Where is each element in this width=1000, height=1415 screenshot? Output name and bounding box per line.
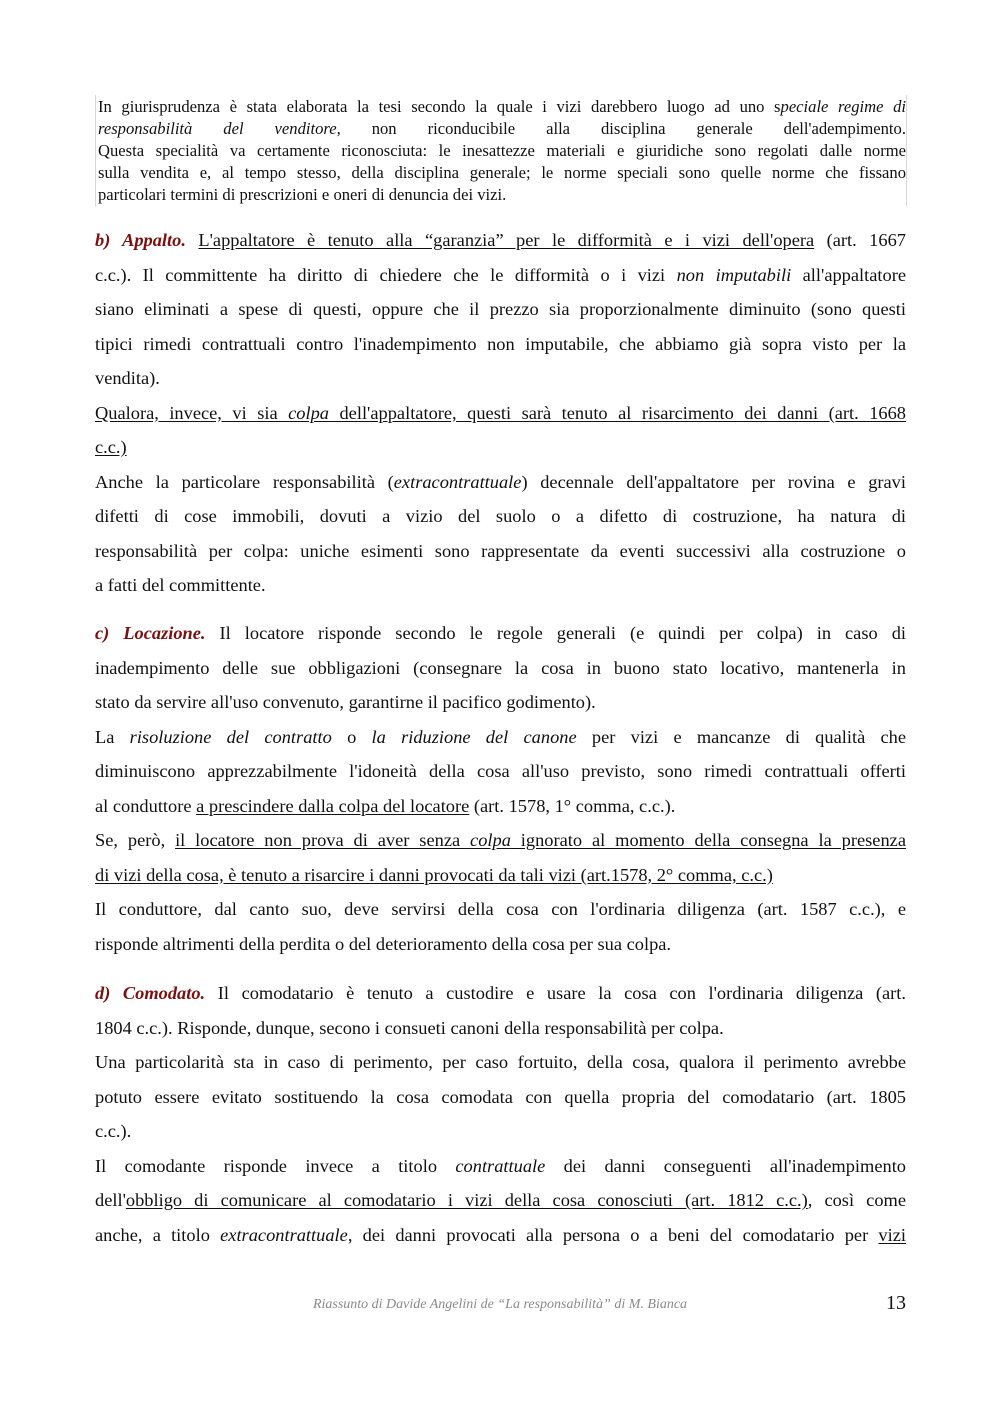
- note-text: In giurisprudenza è stata elaborata la tesi secondo la quale i vizi darebbero luogo ad uno s: [98, 97, 781, 116]
- text: Qualora, invece, vi sia: [95, 402, 289, 423]
- text-line: [95, 789, 906, 824]
- text: c.c.). Il committente ha diritto di chiedere che le difformità o i vizi: [95, 264, 677, 285]
- text-line: inadempimento delle sue obbligazioni (consegnare la cosa in buono stato locativo, mantenerla in: [95, 657, 906, 678]
- text: il locatore non prova di aver senza: [175, 830, 471, 850]
- text-line: diminuiscono apprezzabilmente l'idoneità della cosa all'uso previsto, sono rimedi contrattuali offerti: [95, 761, 906, 781]
- text-line: [95, 465, 906, 500]
- emphasis: colpa: [288, 402, 329, 423]
- text-line: responsabilità per colpa: uniche esimenti sono rappresentate da eventi successivi alla costruzione o: [95, 540, 906, 561]
- underlined-text: vizi: [878, 1224, 906, 1245]
- text-line: potuto essere evitato sostituendo la cosa comodata con quella propria del comodatario (art. 1805: [95, 1086, 906, 1107]
- note-emphasis: peciale regime di: [780, 97, 906, 116]
- emphasis: la riduzione del canone: [371, 726, 577, 747]
- note-line: [98, 96, 906, 118]
- underlined-text: [95, 403, 906, 423]
- text: (art. 1667: [814, 230, 906, 250]
- text: ignorato al momento della consegna la presenza: [510, 830, 906, 850]
- emphasis: extracontrattuale: [220, 1224, 348, 1245]
- text-line: [95, 1149, 906, 1184]
- text-line: [95, 858, 906, 893]
- text-line: difetti di cose immobili, dovuti a vizio del suolo o a difetto di costruzione, ha natura di: [95, 506, 906, 526]
- text: anche, a titolo: [95, 1224, 221, 1245]
- page-footer: Riassunto di Davide Angelini de “La responsabilità” di M. Bianca: [312, 1297, 688, 1312]
- emphasis: non imputabili: [676, 264, 792, 285]
- underlined-text: obbligo di comunicare al comodatario i vizi della cosa conosciuti (art. 1812 c.c.): [125, 1190, 808, 1210]
- underlined-text: a prescindere dalla colpa del locatore: [196, 795, 470, 816]
- text-line: [95, 258, 906, 293]
- note-line: [98, 118, 906, 140]
- underlined-text: c.c.): [95, 437, 127, 457]
- text-line: c.c.).: [95, 1121, 132, 1141]
- emphasis: extracontrattuale: [393, 471, 522, 492]
- section-appalto: [95, 223, 906, 603]
- text-line: tipici rimedi contrattuali contro l'inadempimento non imputabile, che abbiamo già sopra visto per la: [95, 333, 906, 354]
- text-line: Il conduttore, dal canto suo, deve servirsi della cosa con l'ordinaria diligenza (art. 1587 c.c.), e: [95, 899, 906, 919]
- text: ) decennale dell'appaltatore per rovina e gravi: [521, 471, 906, 492]
- text: dei danni conseguenti all'inadempimento: [545, 1155, 906, 1176]
- text: o: [331, 726, 372, 747]
- text-line: [95, 396, 906, 431]
- text: , così come: [807, 1190, 906, 1210]
- text-line: risponde altrimenti della perdita o del deterioramento della cosa per sua colpa.: [95, 933, 672, 954]
- note-emphasis: responsabilità del venditore,: [98, 119, 341, 138]
- note-line: sulla vendita e, al tempo stesso, della disciplina generale; le norme speciali sono quelle norme che fissano: [98, 163, 906, 182]
- text-line: [95, 823, 906, 858]
- text: , dei danni provocati alla persona o a beni del comodatario per: [347, 1224, 879, 1245]
- emphasis: risoluzione del contratto: [129, 726, 332, 747]
- text-line: [95, 720, 906, 755]
- text: all'appaltatore: [791, 264, 907, 285]
- text-line: Una particolarità sta in caso di perimento, per caso fortuito, della cosa, qualora il perimento avrebbe: [95, 1052, 906, 1072]
- emphasis: contrattuale: [455, 1155, 546, 1176]
- note-text: non riconducibile alla disciplina generale dell'adempimento.: [340, 119, 906, 138]
- note-line: particolari termini di prescrizioni e oneri di denuncia dei vizi.: [98, 185, 507, 204]
- text-line: [95, 430, 906, 465]
- underlined-text: L'appaltatore è tenuto alla “garanzia” per le difformità e i vizi dell'opera: [198, 230, 815, 250]
- note-box: [95, 95, 907, 206]
- text: Il locatore risponde secondo le regole generali (e quindi per colpa) in caso di: [205, 623, 907, 643]
- text: Anche la particolare responsabilità (: [95, 471, 394, 492]
- text-line: [95, 616, 906, 651]
- text-line: [95, 1183, 906, 1218]
- text-line: [95, 976, 906, 1011]
- section-heading: c) Locazione.: [95, 623, 206, 643]
- section-heading: b) Appalto.: [95, 230, 186, 250]
- text: La: [95, 726, 130, 747]
- text-line: siano eliminati a spese di questi, oppure che il prezzo sia proporzionalmente diminuito (sono questi: [95, 299, 906, 319]
- text-line: [95, 1218, 906, 1253]
- text: al conduttore: [95, 795, 197, 816]
- note-line: Questa specialità va certamente riconosciuta: le inesattezze materiali e giuridiche sono regolati dalle norme: [98, 141, 906, 160]
- section-locazione: [95, 616, 906, 961]
- text: Il comodatario è tenuto a custodire e usare la cosa con l'ordinaria diligenza (art.: [205, 983, 906, 1003]
- emphasis: colpa: [470, 830, 511, 850]
- text-line: 1804 c.c.). Risponde, dunque, secono i consueti canoni della responsabilità per colpa.: [95, 1017, 724, 1038]
- text: Se, però,: [95, 830, 176, 850]
- section-heading: d) Comodato.: [95, 983, 206, 1003]
- text: Il comodante risponde invece a titolo: [95, 1155, 456, 1176]
- text: (art. 1578, 1° comma, c.c.).: [469, 795, 676, 816]
- page-number: 13: [886, 1292, 906, 1314]
- text-line: [95, 223, 906, 258]
- section-comodato: [95, 976, 906, 1252]
- text-line: stato da servire all'uso convenuto, garantirne il pacifico godimento).: [95, 692, 596, 712]
- underlined-text: [175, 830, 906, 850]
- text-line: vendita).: [95, 368, 160, 388]
- text-line: a fatti del committente.: [95, 575, 266, 595]
- text: per vizi e mancanze di qualità che: [576, 726, 907, 747]
- text: dell'appaltatore, questi sarà tenuto al risarcimento dei danni (art. 1668: [328, 402, 906, 423]
- underlined-text: di vizi della cosa, è tenuto a risarcire i danni provocati da tali vizi (art.1578, 2° comma, c.c.): [95, 864, 773, 885]
- text: dell': [95, 1190, 126, 1210]
